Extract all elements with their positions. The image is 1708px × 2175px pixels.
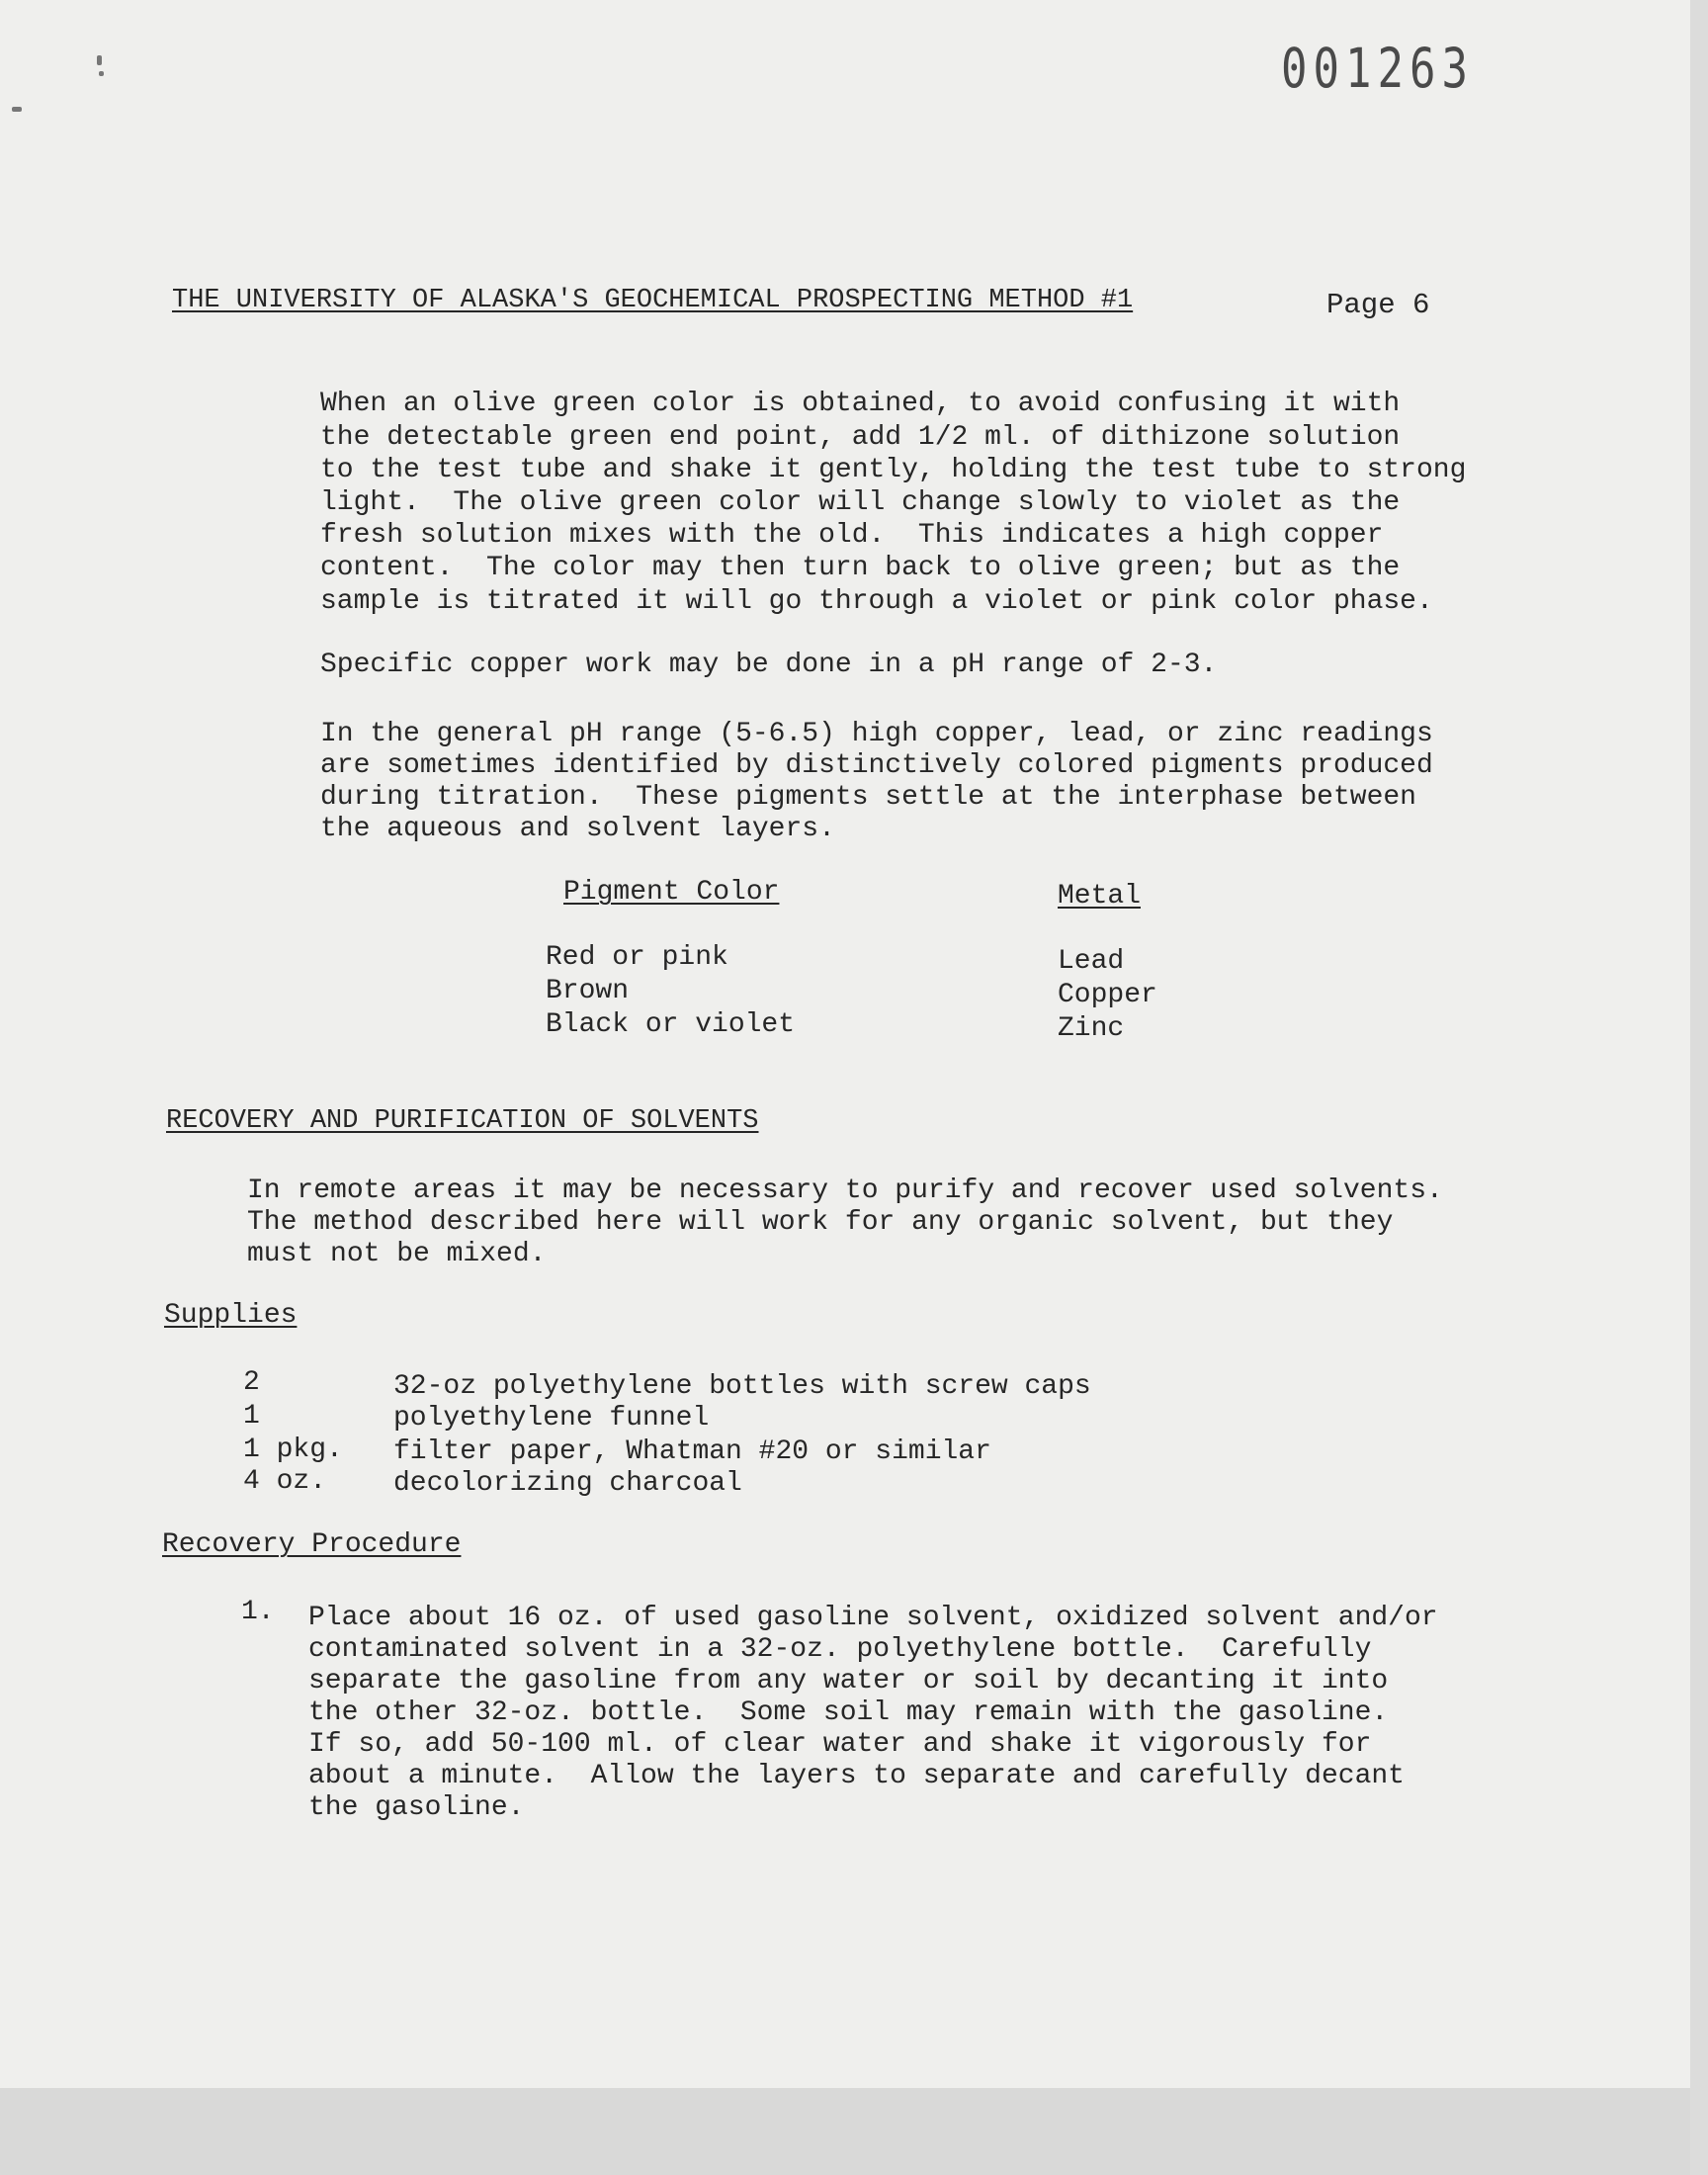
paragraph-line: sample is titrated it will go through a violet or pink color phase. — [320, 586, 1433, 617]
table-header-pigment-color: Pigment Color — [563, 877, 780, 908]
paragraph-line: the aqueous and solvent layers. — [320, 814, 835, 844]
supply-qty: 1 pkg. — [243, 1435, 343, 1465]
step-line: contaminated solvent in a 32-oz. polyethylene bottle. Carefully — [308, 1634, 1372, 1665]
paragraph-line: The method described here will work for any organic solvent, but they — [247, 1207, 1394, 1238]
paragraph-line: are sometimes identified by distinctively colored pigments produced — [320, 750, 1433, 781]
section-heading-procedure: Recovery Procedure — [162, 1529, 462, 1560]
step-line: the other 32-oz. bottle. Some soil may remain with the gasoline. — [308, 1697, 1389, 1728]
table-cell-metal: Copper — [1058, 980, 1157, 1010]
document-control-number: 001263 — [1281, 38, 1474, 101]
paragraph-line: must not be mixed. — [247, 1239, 547, 1269]
paragraph-line: to the test tube and shake it gently, holding the test tube to strong — [320, 455, 1467, 485]
table-cell-pigment: Black or violet — [546, 1009, 796, 1040]
paragraph-line: during titration. These pigments settle at the interphase between — [320, 782, 1416, 813]
paragraph-line: light. The olive green color will change slowly to violet as the — [320, 487, 1401, 518]
supply-desc: 32-oz polyethylene bottles with screw caps — [393, 1371, 1091, 1402]
step-line: separate the gasoline from any water or soil by decanting it into — [308, 1666, 1389, 1696]
scan-bottom-edge — [0, 2088, 1708, 2175]
table-cell-pigment: Brown — [546, 976, 630, 1006]
table-cell-metal: Zinc — [1058, 1013, 1125, 1044]
step-number: 1. — [241, 1597, 275, 1627]
step-line: the gasoline. — [308, 1792, 525, 1823]
supply-qty: 2 — [243, 1367, 260, 1398]
paragraph-line: When an olive green color is obtained, to avoid confusing it with — [320, 389, 1401, 419]
page-header-title: THE UNIVERSITY OF ALASKA'S GEOCHEMICAL PROSPECTING METHOD #1 — [172, 286, 1134, 315]
margin-speck — [97, 55, 102, 65]
step-line: If so, add 50-100 ml. of clear water and shake it vigorously for — [308, 1729, 1372, 1760]
step-line: Place about 16 oz. of used gasoline solvent, oxidized solvent and/or — [308, 1603, 1438, 1633]
paragraph-line: In the general pH range (5-6.5) high copper, lead, or zinc readings — [320, 719, 1433, 749]
supply-desc: filter paper, Whatman #20 or similar — [393, 1436, 991, 1467]
margin-speck — [12, 107, 22, 112]
section-heading-recovery: RECOVERY AND PURIFICATION OF SOLVENTS — [166, 1106, 759, 1136]
paragraph-line: In remote areas it may be necessary to purify and recover used solvents. — [247, 1175, 1443, 1206]
margin-speck — [99, 71, 104, 76]
section-heading-supplies: Supplies — [164, 1300, 298, 1331]
page-number: Page 6 — [1326, 289, 1430, 321]
supply-qty: 4 oz. — [243, 1466, 327, 1497]
supply-qty: 1 — [243, 1401, 260, 1432]
paragraph-line: content. The color may then turn back to olive green; but as the — [320, 553, 1401, 583]
paragraph-line: the detectable green end point, add 1/2 ml. of dithizone solution — [320, 422, 1401, 453]
paragraph-specific-copper: Specific copper work may be done in a pH range of 2-3. — [320, 650, 1218, 680]
scan-right-edge — [1690, 0, 1708, 2175]
supply-desc: polyethylene funnel — [393, 1403, 710, 1434]
table-cell-pigment: Red or pink — [546, 942, 728, 973]
table-cell-metal: Lead — [1058, 946, 1125, 977]
step-line: about a minute. Allow the layers to separate and carefully decant — [308, 1761, 1405, 1791]
paragraph-line: fresh solution mixes with the old. This indicates a high copper — [320, 520, 1384, 551]
supply-desc: decolorizing charcoal — [393, 1468, 742, 1499]
table-header-metal: Metal — [1058, 881, 1142, 912]
